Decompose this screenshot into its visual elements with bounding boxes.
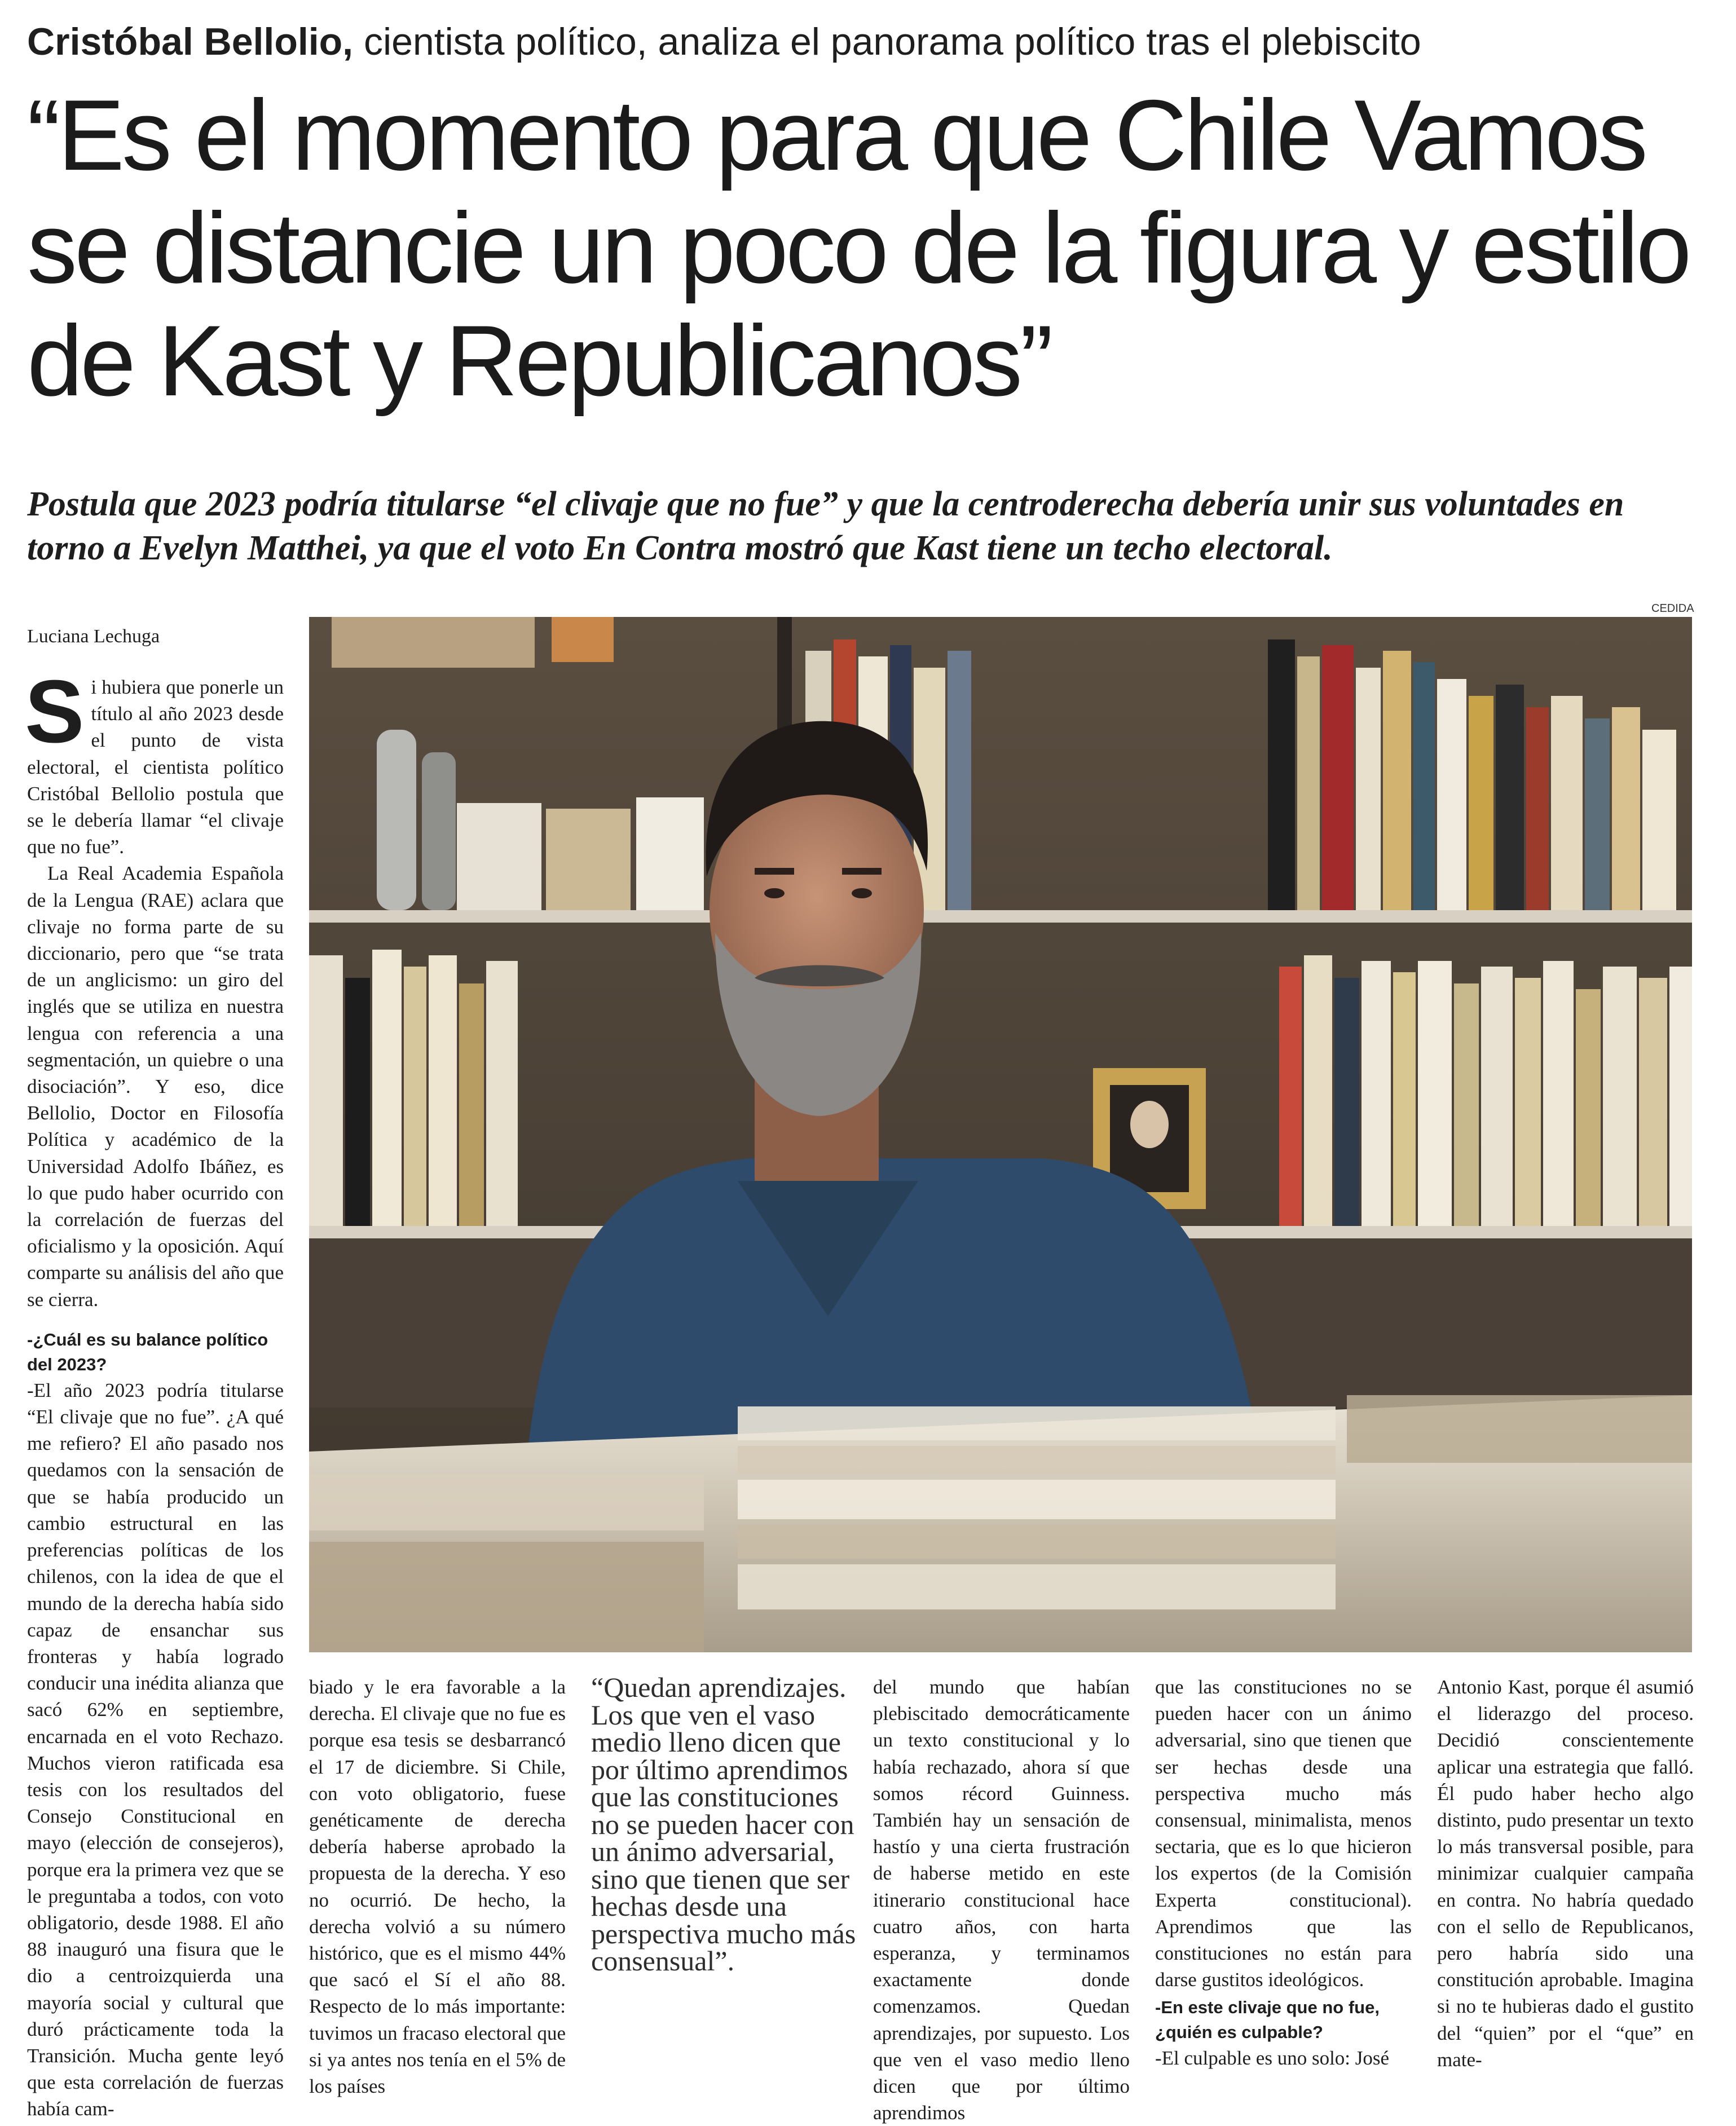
headline-line-1: “Es el momento para que Chile Vamos — [27, 79, 1645, 191]
body-column-5 — [1155, 1674, 1412, 2072]
opening-text: i hubiera que ponerle un título al año 2023 desde el punto de vista electoral, el cientista político Cristóbal Bellolio postula que se le debería llamar “el clivaje que no fue”. — [27, 676, 284, 858]
kicker — [27, 16, 1708, 68]
answer-culpable: -El culpable es uno solo: José — [1155, 2047, 1390, 2070]
body-column-1 — [25, 662, 284, 2123]
pull-quote: “Quedan aprendizajes. Los que ven el vaso medio lleno dicen que por último aprendimos que las constituciones no se pueden hacer con un ánimo adversarial, sino que tienen que ser hechas desde una perspectiva mucho más consensual”. — [591, 1671, 856, 1977]
kicker-text: cientista político, analiza el panorama político tras el plebiscito — [353, 20, 1421, 63]
question-culpable: -En este clivaje que no fue, ¿quién es culpable? — [1155, 1997, 1380, 2043]
dropcap: S — [25, 662, 85, 761]
column-2-text: biado y le era favorable a la derecha. El clivaje que no fue es porque esa tesis se desbarrancó el 17 de diciembre. Si Chile, con voto obligatorio, fuese genéticamente de derecha debería haberse aprobado la propuesta de la derecha. Y eso no ocurrió. De hecho, la derecha volvió a su número histórico, que es el mismo 44% que sacó el Sí el año 88. Respecto de lo más importante: tuvimos un fracaso electoral que si ya antes nos tenía en el 5% de los países — [309, 1676, 566, 2098]
column-5-text: que las constituciones no se pueden hacer con un ánimo adversarial, sino que tienen que ser hechas desde una perspectiva mucho más consensual, minimalista, menos sectaria, que es lo que hicieron los expertos (de la Comisión Experta constitucional). Aprendimos que las constituciones no están para darse gustitos ideológicos. — [1155, 1676, 1412, 1991]
body-column-4 — [873, 1674, 1130, 2126]
portrait-photo — [309, 617, 1692, 1652]
opening-paragraph — [25, 662, 284, 860]
question-balance: -¿Cuál es su balance político del 2023? — [27, 1329, 268, 1374]
kicker-name: Cristóbal Bellolio, — [27, 20, 354, 63]
standfirst: Postula que 2023 podría titularse “el clivaje que no fue” y que la centroderecha debería unir sus voluntades en torno a Evelyn Matthei, ya que el voto En Contra mostró que Kast tiene un techo electoral. — [27, 485, 1624, 567]
answer-balance: -El año 2023 podría titularse “El clivaje que no fue”. ¿A qué me refiero? El año pasado nos quedamos con la sensación de que se había producido un cambio estructural en las preferencias políticas de los chilenos, con la idea de que el mundo de la derecha había sido capaz de ensanchar sus fronteras y había logrado conducir una inédita alianza que sacó 62% en septiembre, encarnada en el voto Rechazo. Muchos vieron ratificada esa tesis con los resultados del Consejo Constitucional en mayo (elección de consejeros), porque era la primera vez que se le preguntaba a todos, con voto obligatorio, desde 1988. El año 88 inauguró una fisura que le dio a centroizquierda una mayoría social y cultural que duró prácticamente toda la Transición. Mucha gente leyó que esta correlación de fuerzas había cam- — [27, 1379, 284, 2120]
headline-line-3: de Kast y Republicanos” — [27, 305, 1051, 417]
headline-line-2: se distancie un poco de la figura y estilo — [27, 192, 1689, 304]
photo-credit: CEDIDA — [1651, 602, 1694, 615]
byline: Luciana Lechuga — [27, 626, 160, 647]
portrait-illustration — [309, 617, 1692, 1652]
column-6-text: Antonio Kast, porque él asumió el liderazgo del proceso. Decidió conscientemente aplicar una estrategia que falló. Él pudo haber hecho algo distinto, pudo presentar un texto lo más transversal posible, para minimizar cualquier campaña en contra. No habría quedado con el sello de Republicanos, pero habría sido una constitución aprobable. Imagina si no te hubieras dado el gustito del “quien” por el “que” en mate- — [1437, 1676, 1694, 2071]
column-4-text: del mundo que habían plebiscitado democráticamente un texto constitucional y lo había rechazado, ahora sí que somos récord Guinness. También hay un sensación de hastío y una cierta frustración de haberse metido en este itinerario constitucional hace cuatro años, con harta esperanza, y terminamos exactamente donde comenzamos. Quedan aprendizajes, por supuesto. Los que ven el vaso medio lleno dicen que por último aprendimos — [873, 1676, 1130, 2124]
body-column-2 — [309, 1674, 566, 2099]
body-column-6 — [1437, 1674, 1694, 2073]
paragraph-rae: La Real Academia Española de la Lengua (RAE) aclara que clivaje no forma parte de su diccionario, pero que “se trata de un anglicismo: un giro del inglés que se utiliza en nuestra lengua con referencia a una segmentación, un quiebre o una disociación”. Y eso, dice Bellolio, Doctor en Filosofía Política y académico de la Universidad Adolfo Ibáñez, es lo que pudo haber ocurrido con la correlación de fuerzas del oficialismo y la oposición. Aquí comparte su análisis del año que se cierra. — [27, 862, 284, 1311]
headline — [27, 79, 1713, 417]
